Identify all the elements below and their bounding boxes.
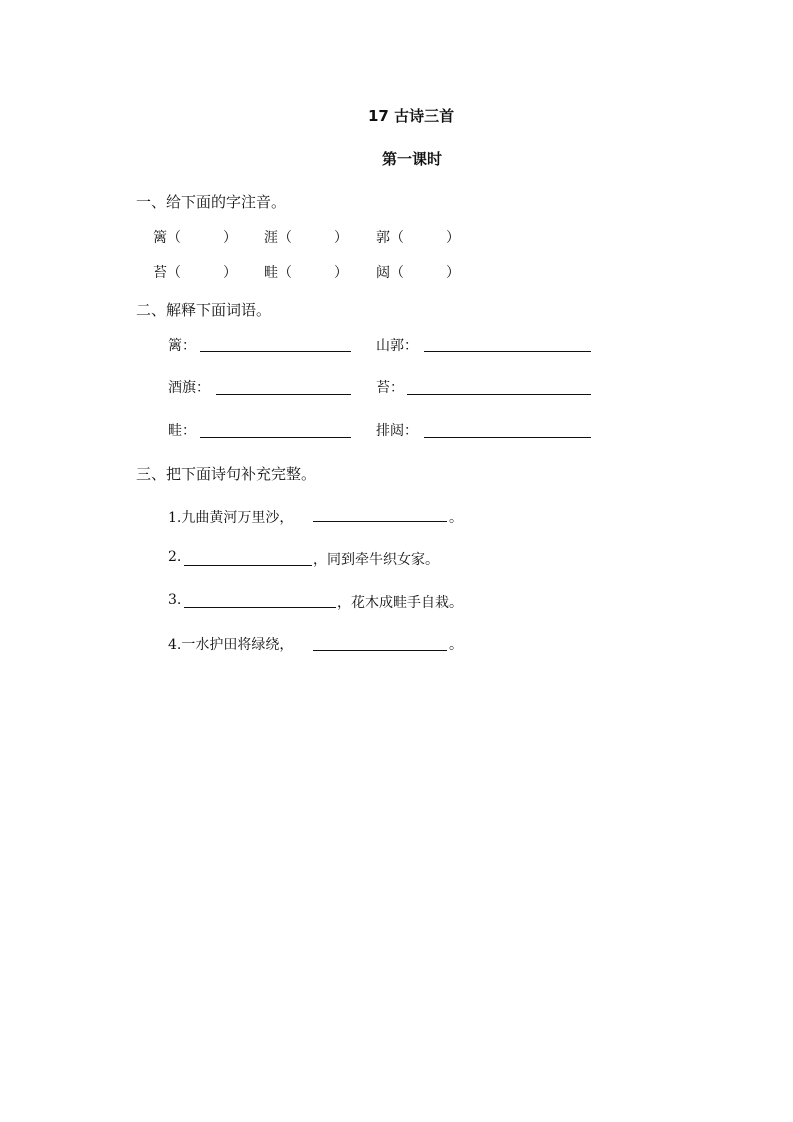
term-label-4: 苔： (376, 380, 404, 396)
answer-blank-2[interactable] (424, 351, 591, 352)
answer-blank-1[interactable] (200, 351, 351, 352)
section3-heading: 三、把下面诗句补充完整。 (136, 465, 317, 483)
poem-line-3-post: ，花木成畦手自栽。 (337, 595, 463, 611)
poem-blank-1[interactable] (313, 521, 447, 522)
pinyin-item-1: 篱（ ） (153, 230, 237, 246)
poem-line-4-post: 。 (449, 637, 463, 653)
poem-line-1-pre: 1.九曲黄河万里沙， (168, 510, 294, 526)
poem-line-3-pre: 3. (168, 592, 182, 608)
answer-blank-3[interactable] (216, 394, 351, 395)
term-label-2: 山郭： (376, 338, 418, 354)
section1-heading: 一、给下面的字注音。 (136, 193, 287, 211)
page-subtitle: 第一课时 (382, 150, 443, 168)
pinyin-item-2: 涯（ ） (264, 230, 348, 246)
section2-heading: 二、解释下面词语。 (136, 301, 272, 319)
answer-blank-6[interactable] (424, 437, 591, 438)
answer-blank-5[interactable] (200, 437, 351, 438)
poem-line-2-pre: 2. (168, 549, 182, 565)
poem-line-4-pre: 4.一水护田将绿绕， (168, 637, 294, 653)
answer-blank-4[interactable] (407, 394, 591, 395)
pinyin-item-4: 苔（ ） (153, 265, 237, 281)
term-label-1: 篱： (168, 338, 196, 354)
pinyin-item-6: 闼（ ） (376, 265, 460, 281)
term-label-5: 畦： (168, 423, 196, 439)
poem-line-1-post: 。 (449, 510, 463, 526)
pinyin-item-3: 郭（ ） (376, 230, 460, 246)
term-label-3: 酒旗： (168, 380, 210, 396)
poem-line-2-post: ，同到牵牛织女家。 (313, 552, 439, 568)
poem-blank-4[interactable] (313, 650, 447, 651)
poem-blank-2[interactable] (184, 565, 312, 566)
page-title: 17 古诗三首 (368, 107, 455, 125)
term-label-6: 排闼： (376, 423, 418, 439)
poem-blank-3[interactable] (184, 607, 336, 608)
pinyin-item-5: 畦（ ） (264, 265, 348, 281)
